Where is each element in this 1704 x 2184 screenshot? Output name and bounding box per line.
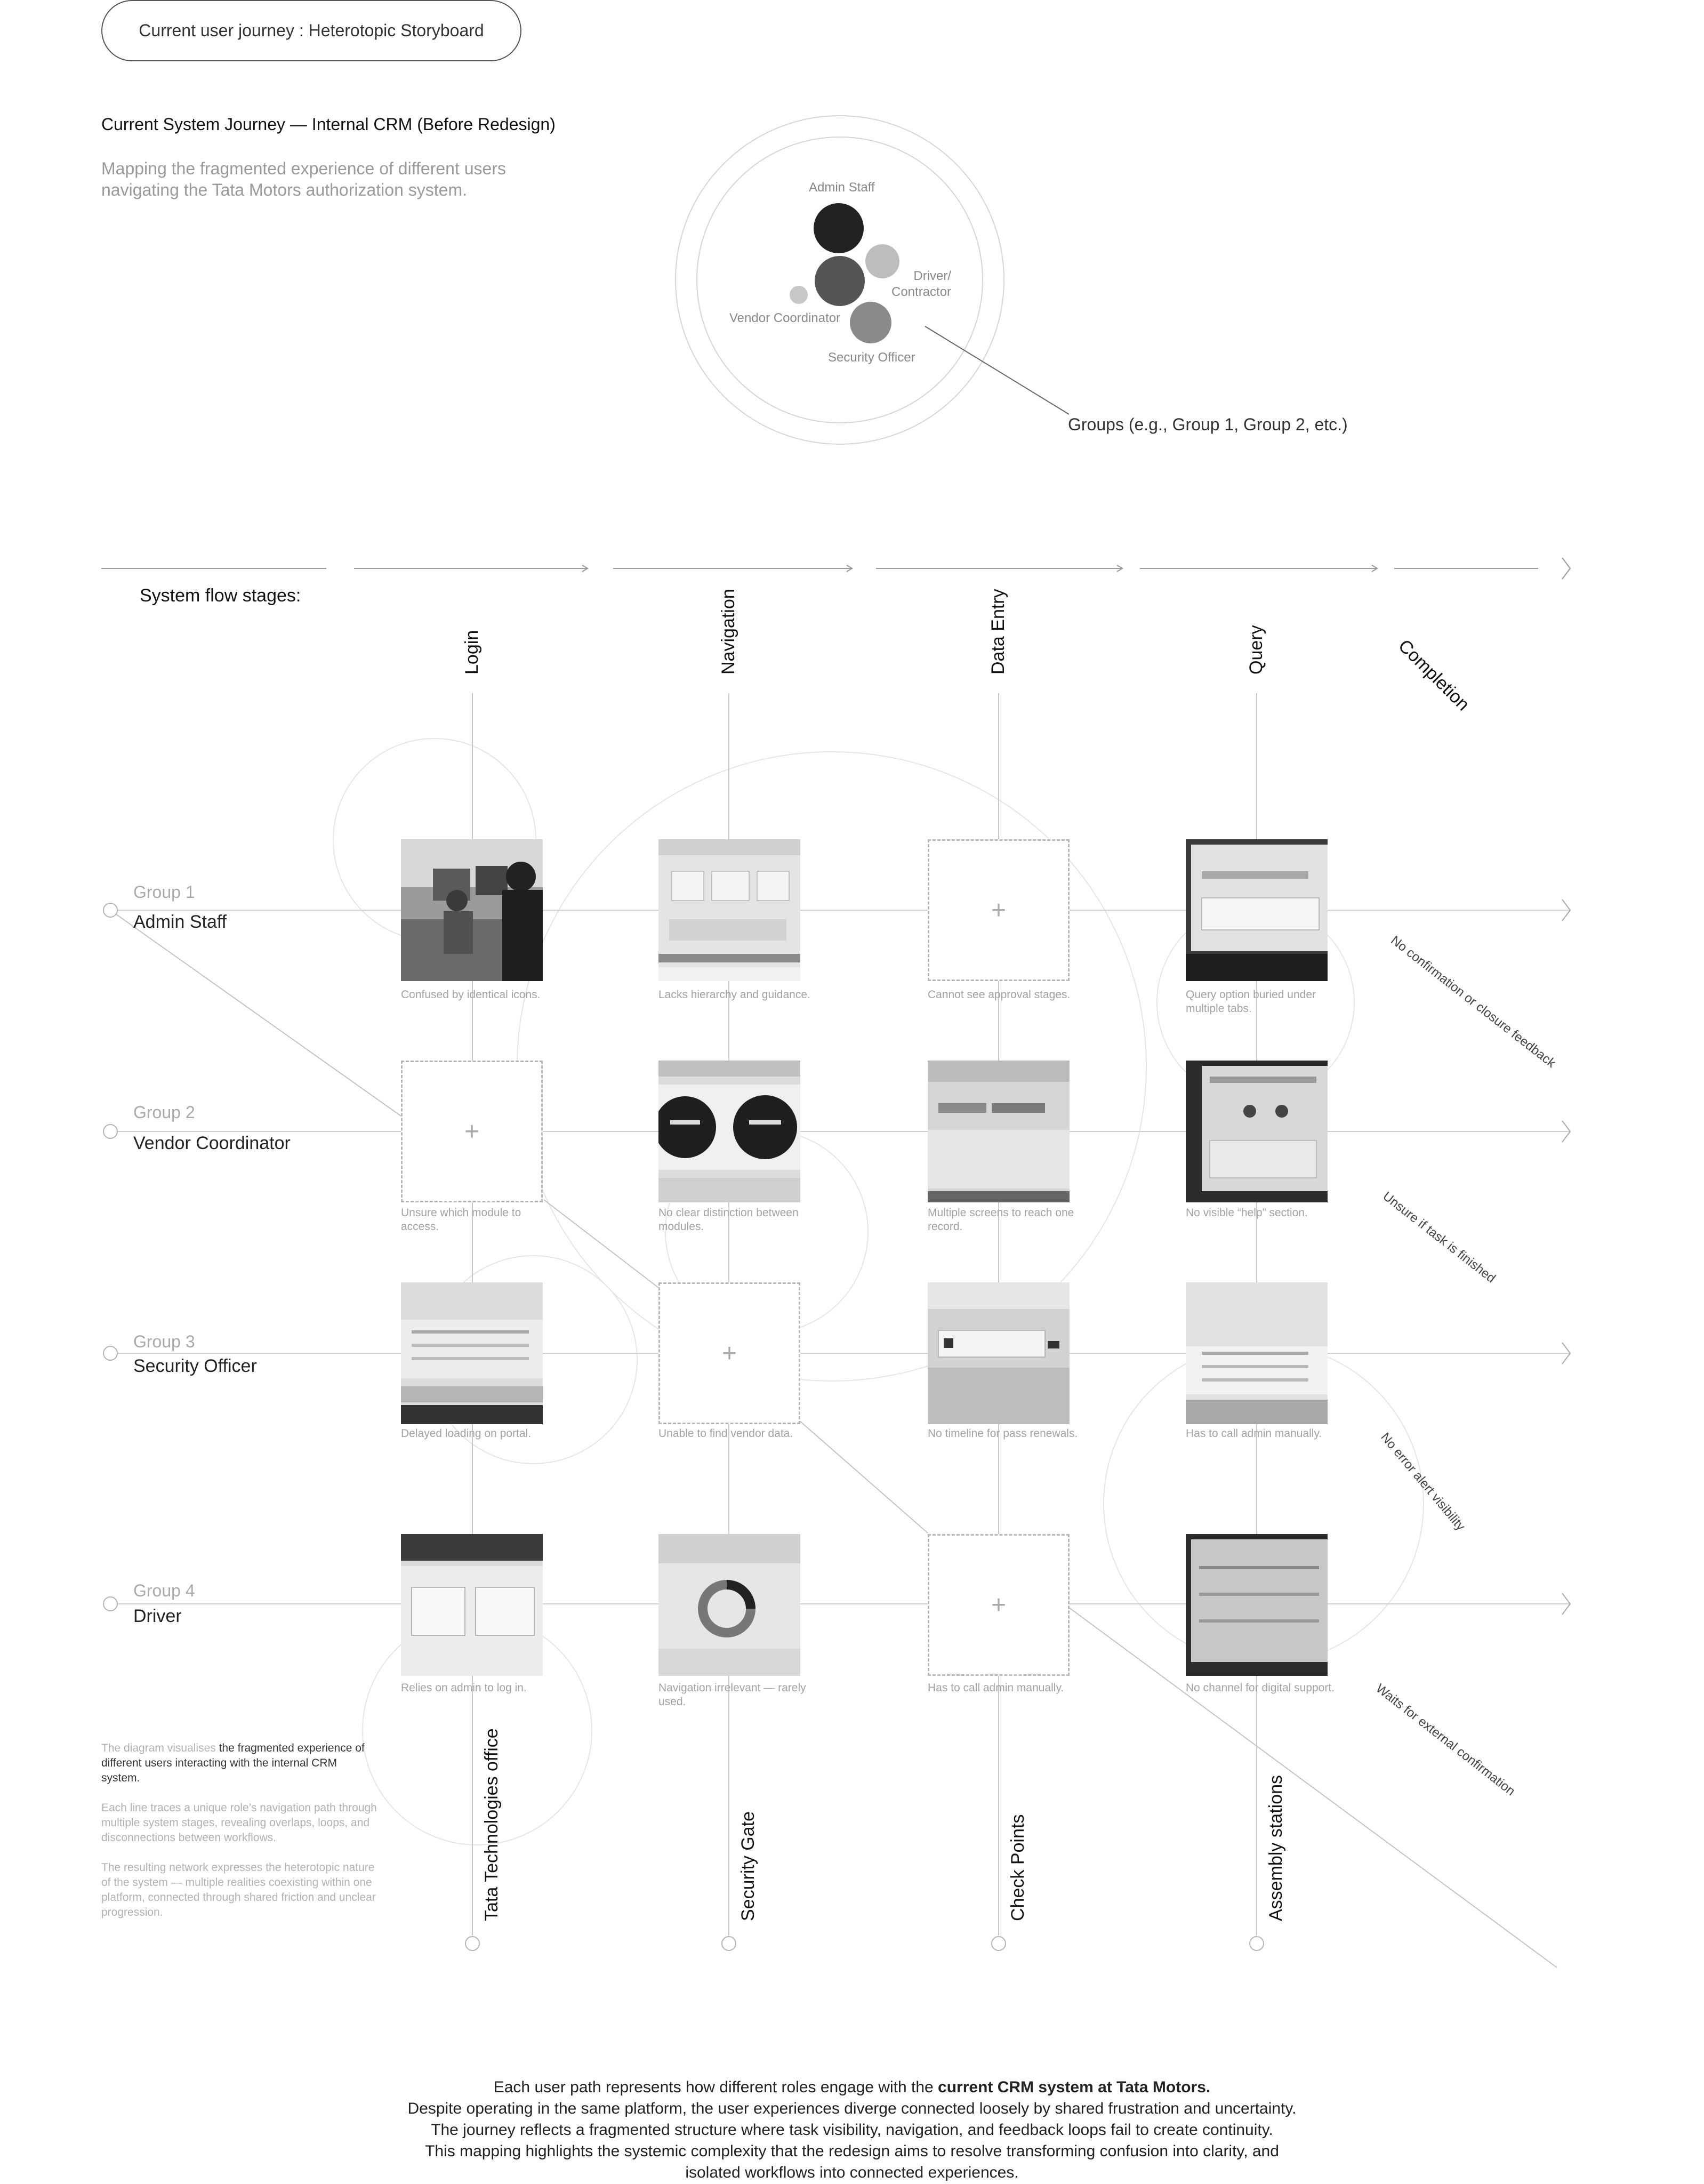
bubble-vendor-coordinator-small bbox=[790, 286, 808, 304]
caption-4-1: Relies on admin to log in. bbox=[401, 1682, 527, 1694]
groups-callout: Groups (e.g., Group 1, Group 2, etc.) bbox=[1068, 415, 1348, 434]
bubble-admin-staff bbox=[814, 203, 864, 253]
caption-3-4: Has to call admin manually. bbox=[1186, 1427, 1322, 1440]
caption-2-4: No visible “help” section. bbox=[1186, 1207, 1308, 1219]
footer-line-4: This mapping highlights the systemic complexity that the redesign aims to resolve transforming confusion into clarity, and bbox=[425, 2142, 1279, 2160]
photo-driver-navigation bbox=[658, 1534, 800, 1676]
label-driver-contractor: Driver/ Contractor bbox=[891, 269, 952, 299]
stage-login: Login bbox=[462, 630, 482, 675]
photo-security-query bbox=[1186, 1282, 1328, 1424]
caption-2-3: Multiple screens to reach one record. bbox=[928, 1207, 1074, 1233]
footer-line-1a: Each user path represents how different roles engage with the bbox=[493, 2078, 938, 2096]
side-note-1-light: The diagram visualises bbox=[101, 1742, 219, 1754]
side-notes bbox=[101, 1741, 379, 1935]
caption-4-4: No channel for digital support. bbox=[1186, 1682, 1335, 1694]
caption-1-3: Cannot see approval stages. bbox=[928, 989, 1071, 1001]
group-1-name: Admin Staff bbox=[133, 912, 227, 932]
side-note-1-dark: the fragmented experience of different users interacting with the internal CRM system. bbox=[101, 1742, 365, 1784]
photo-security-login bbox=[401, 1282, 543, 1424]
label-admin-staff: Admin Staff bbox=[809, 180, 875, 195]
photo-admin-navigation bbox=[658, 839, 800, 981]
photo-security-data-entry bbox=[928, 1282, 1070, 1424]
photo-vendor-data-entry bbox=[928, 1061, 1070, 1202]
pill-label: Current user journey : Heterotopic Storyboard bbox=[139, 21, 484, 40]
photo-admin-query bbox=[1186, 839, 1328, 981]
caption-3-1: Delayed loading on portal. bbox=[401, 1427, 532, 1440]
photo-driver-login bbox=[401, 1534, 543, 1676]
footer-summary bbox=[0, 2077, 1704, 2183]
placeholder-driver-data-entry: + bbox=[928, 1534, 1070, 1676]
photo-driver-query bbox=[1186, 1534, 1328, 1676]
location-assembly-stations: Assembly stations bbox=[1266, 1775, 1286, 1921]
photo-vendor-navigation bbox=[658, 1061, 800, 1202]
placeholder-security-navigation: + bbox=[658, 1282, 800, 1424]
page-subtitle: Mapping the fragmented experience of different users navigating the Tata Motors authorization system. bbox=[101, 159, 506, 199]
placeholder-admin-data-entry: + bbox=[928, 839, 1070, 981]
completion-note-1: No confirmation or closure feedback bbox=[1388, 933, 1558, 1071]
caption-1-2: Lacks hierarchy and guidance. bbox=[658, 989, 810, 1001]
completion-note-4: Waits for external confirmation bbox=[1373, 1681, 1518, 1799]
journey-title-pill bbox=[101, 0, 521, 61]
group-2-name: Vendor Coordinator bbox=[133, 1133, 291, 1153]
group-3-name: Security Officer bbox=[133, 1356, 257, 1376]
completion-note-2: Unsure if task is finished bbox=[1380, 1189, 1498, 1286]
group-3-number: Group 3 bbox=[133, 1332, 195, 1351]
stage-completion: Completion bbox=[1394, 636, 1474, 715]
photo-vendor-query bbox=[1186, 1061, 1328, 1202]
caption-3-3: No timeline for pass renewals. bbox=[928, 1427, 1078, 1440]
caption-3-2: Unable to find vendor data. bbox=[658, 1427, 793, 1440]
label-vendor-coordinator: Vendor Coordinator bbox=[729, 311, 841, 325]
placeholder-vendor-login: + bbox=[401, 1061, 543, 1202]
footer-line-5: isolated workflows into connected experiences. bbox=[685, 2164, 1019, 2181]
photo-admin-login bbox=[401, 839, 543, 981]
page-title: Current System Journey — Internal CRM (Before Redesign) bbox=[101, 115, 556, 134]
caption-1-1: Confused by identical icons. bbox=[401, 989, 541, 1001]
side-note-3: The resulting network expresses the heterotopic nature of the system — multiple realities coexisting within one platform, connected through shared friction and unclear progression. bbox=[101, 1861, 376, 1918]
stage-query: Query bbox=[1246, 625, 1266, 675]
group-4-number: Group 4 bbox=[133, 1581, 195, 1600]
stages-label: System flow stages: bbox=[140, 585, 301, 606]
caption-4-3: Has to call admin manually. bbox=[928, 1682, 1064, 1694]
label-security-officer: Security Officer bbox=[828, 350, 915, 365]
caption-1-4: Query option buried under multiple tabs. bbox=[1186, 989, 1316, 1015]
caption-4-2: Navigation irrelevant — rarely used. bbox=[658, 1682, 806, 1708]
group-2-number: Group 2 bbox=[133, 1103, 195, 1122]
stage-data-entry: Data Entry bbox=[988, 589, 1008, 675]
caption-2-1: Unsure which module to access. bbox=[401, 1207, 521, 1233]
bubble-vendor-coordinator-main bbox=[815, 256, 865, 306]
bubble-security-officer bbox=[850, 302, 891, 343]
location-security-gate: Security Gate bbox=[738, 1811, 758, 1921]
completion-note-3: No error alert visibility bbox=[1378, 1430, 1468, 1534]
caption-2-2: No clear distinction between modules. bbox=[658, 1207, 799, 1233]
group-1-number: Group 1 bbox=[133, 882, 195, 902]
stage-navigation: Navigation bbox=[718, 589, 738, 675]
side-note-2: Each line traces a unique role’s navigation path through multiple system stages, revealing overlaps, loops, and disconnections between workflows. bbox=[101, 1802, 377, 1844]
location-tata-technologies-office: Tata Technologies office bbox=[481, 1728, 502, 1921]
footer-line-1b: current CRM system at Tata Motors. bbox=[938, 2078, 1211, 2096]
location-check-points: Check Points bbox=[1008, 1814, 1028, 1921]
group-4-name: Driver bbox=[133, 1606, 182, 1626]
footer-line-3: The journey reflects a fragmented structure where task visibility, navigation, and feedback loops fail to create continuity. bbox=[431, 2121, 1273, 2139]
footer-line-2: Despite operating in the same platform, the user experiences diverge connected loosely by shared frustration and uncertainty. bbox=[407, 2100, 1297, 2117]
